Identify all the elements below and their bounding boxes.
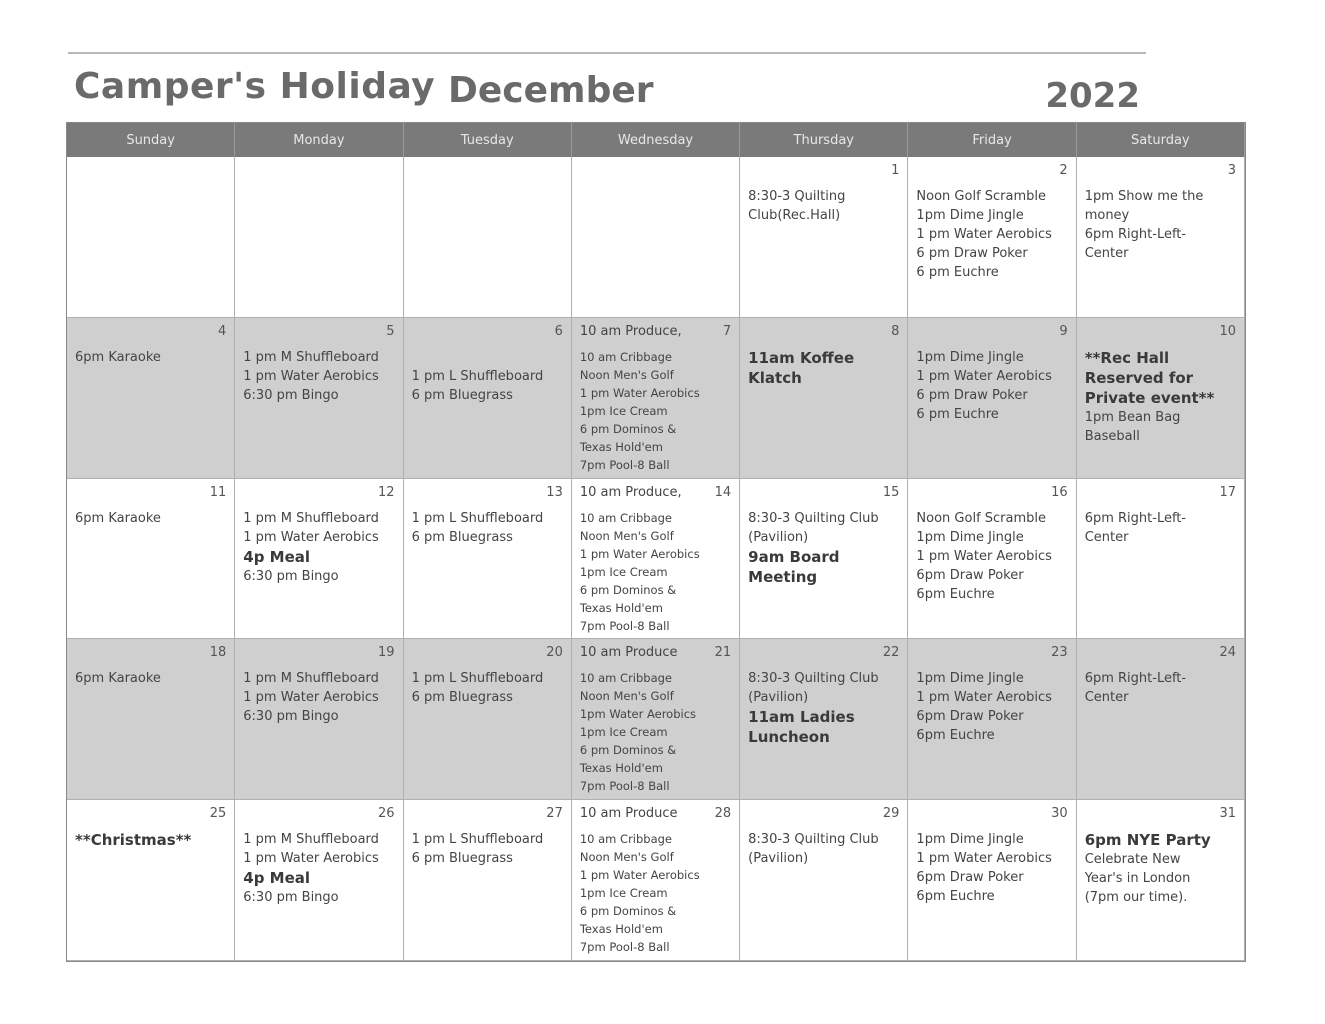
day-number: 3	[1227, 163, 1236, 178]
event-list	[916, 187, 1067, 282]
event-line: 1 pm L Shuffleboard	[411, 832, 544, 848]
event-line: 6pm Draw Poker	[916, 709, 1024, 725]
weekday-header: Thursday	[740, 123, 908, 157]
day-cell	[908, 639, 1076, 800]
event-line: Reserved for	[1084, 368, 1194, 387]
day-number: 12	[378, 484, 395, 500]
event-list	[748, 509, 899, 587]
day-number: 17	[1219, 484, 1236, 500]
event-line: 6 pm Euchre	[916, 406, 999, 422]
event-list	[1085, 348, 1236, 446]
event-line: 1pm Water Aerobics	[579, 707, 697, 722]
event-line: 6pm Right-Left-	[1084, 671, 1187, 687]
event-line: 6pm Karaoke	[75, 671, 161, 687]
event-line: 1pm Show me the	[1084, 189, 1204, 204]
event-list	[243, 669, 394, 726]
event-line: (7pm our time).	[1084, 890, 1188, 906]
event-line: 1pm Ice Cream	[579, 564, 668, 579]
event-line: 1 pm Water Aerobics	[916, 227, 1052, 242]
day-cell	[67, 318, 235, 479]
event-line: 1 pm Water Aerobics	[916, 851, 1052, 867]
day-cell	[740, 318, 908, 479]
weekday-header: Tuesday	[404, 123, 572, 157]
event-line: 1 pm L Shuffleboard	[411, 671, 544, 687]
event-line: 6pm Right-Left-	[1084, 510, 1187, 526]
event-list	[916, 509, 1067, 604]
event-line: 1 pm Water Aerobics	[579, 385, 700, 400]
calendar-grid	[66, 122, 1246, 962]
event-line: 8:30-3 Quilting Club	[748, 671, 879, 687]
day-number: 9	[1059, 323, 1068, 339]
day-cell	[235, 157, 403, 318]
event-line: 6 pm Draw Poker	[916, 246, 1028, 261]
event-line: 10 am Cribbage	[579, 832, 673, 847]
weekday-header: Monday	[235, 123, 403, 157]
event-line: **Christmas**	[75, 831, 192, 850]
event-line: 6 pm Dominos &	[579, 743, 677, 758]
day-cell	[404, 479, 572, 640]
event-line: 10 am Produce	[579, 645, 678, 661]
day-cell	[235, 479, 403, 640]
event-line: 6:30 pm Bingo	[243, 568, 339, 584]
event-line: 1pm Dime Jingle	[916, 671, 1024, 687]
event-list	[412, 830, 563, 868]
weekday-header: Friday	[908, 123, 1076, 157]
event-list	[748, 830, 899, 868]
day-number: 28	[714, 806, 732, 822]
event-line: Club(Rec.Hall)	[748, 208, 841, 223]
event-line: Noon Men's Golf	[579, 528, 674, 543]
event-line: 6pm Euchre	[916, 586, 995, 602]
event-line: Private event**	[1084, 388, 1215, 407]
event-list	[580, 830, 731, 956]
event-line: 7pm Pool-8 Ball	[579, 779, 670, 794]
event-line: Center	[1084, 246, 1129, 261]
day-number: 18	[209, 645, 227, 661]
event-list	[580, 669, 731, 795]
event-line: 1pm Ice Cream	[579, 725, 668, 740]
day-number: 30	[1051, 806, 1068, 822]
event-line: Luncheon	[748, 728, 830, 747]
event-line: Noon Golf Scramble	[916, 510, 1047, 526]
event-line: 1pm Ice Cream	[579, 886, 668, 901]
event-line: 1pm Dime Jingle	[916, 349, 1024, 365]
day-cell	[67, 800, 235, 961]
day-number: 22	[882, 645, 900, 661]
event-list	[1085, 187, 1236, 263]
day-number: 2	[1059, 163, 1068, 178]
event-line: 1 pm Water Aerobics	[243, 529, 379, 545]
day-number: 15	[882, 484, 900, 500]
day-number: 5	[386, 323, 395, 339]
event-list	[243, 348, 394, 405]
event-line: 6 pm Euchre	[916, 265, 999, 280]
event-line: money	[1084, 208, 1130, 223]
event-line: **Rec Hall	[1084, 348, 1170, 367]
day-cell	[235, 318, 403, 479]
event-line: 6pm NYE Party	[1084, 831, 1211, 850]
event-line: 10 am Cribbage	[579, 510, 673, 525]
event-line: 7pm Pool-8 Ball	[579, 940, 670, 955]
event-line: 6 pm Bluegrass	[411, 387, 513, 403]
calendar-year: 2022	[1045, 76, 1140, 116]
day-cell	[1077, 157, 1245, 318]
weekday-header: Sunday	[67, 123, 235, 157]
event-line: 1 pm Water Aerobics	[243, 851, 379, 867]
day-cell	[1077, 318, 1245, 479]
event-line: 1 pm Water Aerobics	[916, 690, 1052, 706]
event-list	[75, 669, 226, 688]
day-cell	[572, 800, 740, 961]
event-line: 4p Meal	[243, 547, 311, 566]
event-line: Klatch	[748, 368, 802, 387]
event-line: (Pavilion)	[748, 851, 809, 867]
event-line: 6 pm Bluegrass	[411, 529, 513, 545]
day-number: 6	[554, 323, 563, 339]
event-line: Meeting	[748, 567, 818, 586]
day-number: 19	[378, 645, 395, 661]
event-line: 7pm Pool-8 Ball	[579, 457, 670, 472]
day-cell	[908, 318, 1076, 479]
day-number: 20	[546, 645, 563, 661]
weekday-header: Saturday	[1077, 123, 1245, 157]
event-line: 11am Ladies	[748, 708, 855, 727]
day-cell	[572, 639, 740, 800]
event-line: 1 pm L Shuffleboard	[411, 510, 544, 526]
event-line: 6pm Right-Left-	[1084, 227, 1187, 242]
event-line: Year's in London	[1084, 871, 1191, 887]
event-line: Noon Men's Golf	[579, 689, 674, 704]
day-number: 21	[714, 645, 732, 661]
event-line: 1 pm L Shuffleboard	[411, 368, 544, 384]
event-line: 9am Board	[748, 547, 840, 566]
event-line: 6 pm Bluegrass	[411, 851, 513, 867]
event-line: 6pm Draw Poker	[916, 567, 1024, 583]
event-line: 1 pm Water Aerobics	[916, 368, 1052, 384]
event-line: 10 am Cribbage	[579, 671, 673, 686]
event-list	[748, 669, 899, 747]
event-list	[412, 509, 563, 547]
event-line: Texas Hold'em	[579, 439, 663, 454]
event-list	[748, 348, 899, 388]
event-line: 8:30-3 Quilting Club	[748, 510, 879, 526]
event-list	[243, 830, 394, 907]
event-line: 1 pm Water Aerobics	[243, 368, 379, 384]
weekday-header: Wednesday	[572, 123, 740, 157]
event-line: 6:30 pm Bingo	[243, 890, 339, 906]
top-rule	[68, 52, 1146, 54]
event-line: 6 pm Bluegrass	[411, 690, 513, 706]
day-cell	[908, 800, 1076, 961]
event-list	[75, 348, 226, 367]
event-line: 1 pm M Shuffleboard	[243, 832, 379, 848]
event-line: 1 pm Water Aerobics	[579, 868, 700, 883]
event-line	[412, 348, 563, 367]
day-cell	[740, 157, 908, 318]
event-list	[1085, 669, 1236, 707]
day-number: 26	[378, 806, 395, 822]
day-cell	[740, 639, 908, 800]
day-number: 10	[1219, 323, 1236, 339]
event-line: 7pm Pool-8 Ball	[579, 618, 670, 633]
event-list	[580, 348, 731, 474]
event-line: 8:30-3 Quilting	[748, 189, 846, 204]
calendar-month: December	[448, 70, 654, 111]
day-number: 29	[882, 806, 900, 822]
day-cell	[235, 639, 403, 800]
event-line: 1pm Dime Jingle	[916, 832, 1024, 848]
event-line: 8:30-3 Quilting Club	[748, 832, 879, 848]
event-line: 10 am Produce,	[579, 323, 682, 339]
event-line: 1 pm Water Aerobics	[243, 690, 379, 706]
event-list	[75, 830, 226, 850]
event-line: 6pm Karaoke	[75, 349, 161, 365]
event-list	[1085, 509, 1236, 547]
day-cell	[67, 157, 235, 318]
event-line: (Pavilion)	[748, 690, 809, 706]
event-line: 1pm Ice Cream	[579, 403, 668, 418]
day-cell	[67, 479, 235, 640]
day-number: 11	[209, 484, 227, 500]
day-cell	[404, 318, 572, 479]
event-list	[580, 509, 731, 635]
event-line: 1 pm M Shuffleboard	[243, 349, 379, 365]
event-list	[916, 830, 1067, 906]
day-cell	[404, 157, 572, 318]
event-line: 10 am Cribbage	[579, 349, 673, 364]
day-number: 31	[1219, 806, 1236, 822]
day-number: 23	[1051, 645, 1068, 661]
event-line: 1 pm M Shuffleboard	[243, 510, 379, 526]
event-list	[916, 348, 1067, 424]
event-line: 6 pm Dominos &	[579, 904, 677, 919]
event-line: 4p Meal	[243, 869, 311, 888]
event-line: 6 pm Dominos &	[579, 582, 677, 597]
event-line: Noon Men's Golf	[579, 367, 674, 382]
day-cell	[1077, 639, 1245, 800]
event-list	[748, 187, 899, 225]
event-line: Noon Golf Scramble	[916, 189, 1047, 204]
event-line: 1 pm Water Aerobics	[916, 548, 1052, 564]
event-line: 11am Koffee	[748, 348, 855, 367]
event-line: 10 am Produce,	[579, 484, 682, 500]
event-line: 6:30 pm Bingo	[243, 709, 339, 725]
day-number: 13	[546, 484, 563, 500]
calendar-title: Camper's Holiday	[74, 66, 436, 107]
event-line: Texas Hold'em	[579, 761, 663, 776]
day-cell	[908, 479, 1076, 640]
day-cell	[572, 157, 740, 318]
event-line: 1pm Dime Jingle	[916, 208, 1024, 223]
day-number: 8	[891, 323, 900, 339]
event-line: 6pm Draw Poker	[916, 870, 1024, 886]
day-cell	[1077, 479, 1245, 640]
event-line: Texas Hold'em	[579, 600, 663, 615]
event-line: Celebrate New	[1084, 852, 1181, 868]
day-cell	[404, 800, 572, 961]
day-number: 27	[546, 806, 563, 822]
event-line: Noon Men's Golf	[579, 850, 674, 865]
day-number: 25	[209, 806, 227, 822]
event-line: 6 pm Dominos &	[579, 421, 677, 436]
event-line: 1 pm M Shuffleboard	[243, 671, 379, 687]
day-number: 16	[1051, 484, 1068, 500]
event-line: Texas Hold'em	[579, 922, 663, 937]
day-cell	[404, 639, 572, 800]
event-line: 1pm Dime Jingle	[916, 529, 1024, 545]
event-line: Baseball	[1084, 428, 1140, 444]
event-line: (Pavilion)	[748, 529, 809, 545]
day-number: 24	[1219, 645, 1236, 661]
day-number: 14	[714, 484, 732, 500]
event-line: 1 pm Water Aerobics	[579, 546, 700, 561]
event-line: 6pm Euchre	[916, 889, 995, 905]
event-list	[412, 348, 563, 405]
day-cell	[740, 800, 908, 961]
day-cell	[67, 639, 235, 800]
event-list	[412, 669, 563, 707]
event-line: Center	[1084, 690, 1129, 706]
event-list	[243, 509, 394, 586]
day-number: 4	[218, 323, 227, 339]
event-line: 6:30 pm Bingo	[243, 387, 339, 403]
event-list	[75, 509, 226, 528]
event-line: Center	[1084, 529, 1129, 545]
day-cell	[572, 318, 740, 479]
calendar-header	[68, 64, 1146, 118]
event-list	[1085, 830, 1236, 907]
day-cell	[1077, 800, 1245, 961]
day-cell	[740, 479, 908, 640]
event-line: 6pm Karaoke	[75, 510, 161, 526]
event-line: 6 pm Draw Poker	[916, 387, 1028, 403]
day-cell	[235, 800, 403, 961]
day-cell	[908, 157, 1076, 318]
event-line: 10 am Produce	[579, 806, 678, 822]
event-list	[916, 669, 1067, 745]
event-line: 6pm Euchre	[916, 728, 995, 744]
day-number: 7	[722, 323, 732, 339]
day-cell	[572, 479, 740, 640]
day-number: 1	[891, 163, 900, 178]
event-line: 1pm Bean Bag	[1084, 409, 1181, 425]
